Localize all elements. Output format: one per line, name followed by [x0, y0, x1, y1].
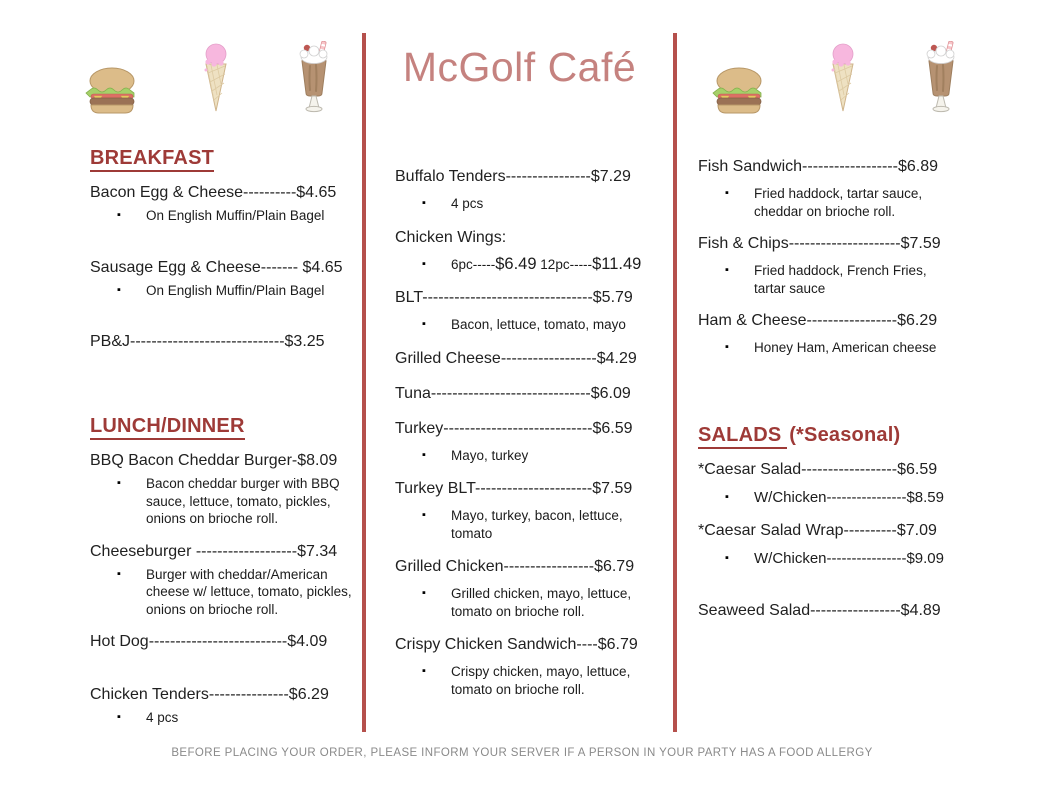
menu-item-line: *Caesar Salad Wrap----------$7.09: [698, 521, 937, 539]
menu-item-detail: ▪ Burger with cheddar/American cheese w/ lettuce, tomato, pickles, onions on brioche roll.: [90, 566, 362, 619]
menu-item-detail: ▪ Crispy chicken, mayo, lettuce, tomato on brioche roll.: [395, 663, 663, 698]
menu-item-line: Ham & Cheese-----------------$6.29: [698, 312, 938, 329]
menu-item-line: Tuna------------------------------$6.09: [395, 384, 631, 402]
ice-cream-cone-icon: [201, 43, 231, 115]
allergy-notice: BEFORE PLACING YOUR ORDER, PLEASE INFORM YOUR SERVER IF A PERSON IN YOUR PARTY HAS A FOOD ALLERGY: [171, 747, 873, 759]
menu-item-detail: [395, 256, 663, 274]
menu-item-line: Turkey BLT----------------------$7.59: [395, 480, 633, 497]
menu-item-line: BBQ Bacon Cheddar Burger-$8.09: [90, 452, 338, 469]
menu-column-left: [90, 146, 362, 729]
menu-column-right: [698, 156, 960, 621]
menu-item-line: Chicken Wings:: [395, 228, 507, 246]
section-heading: [90, 146, 362, 170]
detail-part: 12pc-----: [536, 256, 593, 272]
section-heading-text: SALADS: [698, 424, 787, 449]
menu-item-line: Buffalo Tenders----------------$7.29: [395, 168, 631, 185]
menu-section: [90, 414, 362, 727]
menu-item-line: Grilled Chicken-----------------$6.79: [395, 558, 635, 575]
menu-section: [90, 146, 362, 352]
detail-part: $6.49: [495, 254, 537, 273]
menu-item-detail: ▪ On English Muffin/Plain Bagel: [90, 282, 362, 300]
menu-item-detail: ▪ 4 pcs: [395, 195, 663, 213]
menu-section: [395, 166, 663, 698]
milkshake-icon: [920, 41, 962, 115]
header-icons-right: [712, 40, 962, 115]
menu-column-middle: [395, 166, 663, 702]
hamburger-icon: [85, 63, 139, 115]
menu-item-line: Fish & Chips---------------------$7.59: [698, 235, 941, 252]
menu-item-line: PB&J-----------------------------$3.25: [90, 333, 325, 350]
section-heading-text: BREAKFAST: [90, 147, 214, 172]
menu-item-detail: ▪ On English Muffin/Plain Bagel: [90, 207, 362, 225]
menu-item-detail: ▪ 4 pcs: [90, 709, 362, 727]
ice-cream-cone-icon: [828, 43, 858, 115]
left-divider-rule: [362, 33, 366, 732]
menu-section: [698, 423, 960, 621]
section-heading: [90, 414, 362, 438]
menu-item-line: Fish Sandwich------------------$6.89: [698, 158, 938, 175]
menu-item-detail: ▪ Mayo, turkey, bacon, lettuce, tomato: [395, 507, 663, 542]
menu-item-line: Sausage Egg & Cheese------- $4.65: [90, 258, 343, 276]
menu-item-line: Crispy Chicken Sandwich----$6.79: [395, 636, 638, 653]
menu-item-line: Chicken Tenders---------------$6.29: [90, 686, 329, 703]
detail-part: W/Chicken----------------$8.59: [754, 488, 944, 506]
detail-part: $11.49: [592, 254, 642, 273]
section-heading-suffix: (*Seasonal): [789, 423, 901, 446]
menu-item-detail: ▪ Bacon cheddar burger with BBQ sauce, lettuce, tomato, pickles, onions on brioche roll.: [90, 475, 362, 528]
menu-item-detail: [698, 549, 960, 568]
menu-item-line: Cheeseburger -------------------$7.34: [90, 542, 338, 560]
menu-item-line: Turkey----------------------------$6.59: [395, 419, 633, 437]
menu-item-line: *Caesar Salad------------------$6.59: [698, 460, 938, 478]
menu-item-line: BLT--------------------------------$5.79: [395, 289, 633, 306]
right-divider-rule: [673, 33, 677, 732]
menu-item-line: Bacon Egg & Cheese----------$4.65: [90, 184, 337, 201]
menu-item-detail: ▪ Bacon, lettuce, tomato, mayo: [395, 316, 663, 334]
header-icons-left: [85, 40, 335, 115]
section-heading: [698, 423, 960, 447]
detail-part: W/Chicken----------------$9.09: [754, 549, 944, 567]
menu-item-line: Grilled Cheese------------------$4.29: [395, 349, 637, 367]
menu-item-detail: ▪ Fried haddock, French Fries, tartar sauce: [698, 262, 960, 297]
milkshake-icon: [293, 41, 335, 115]
hamburger-icon: [712, 63, 766, 115]
menu-item-line: Seaweed Salad-----------------$4.89: [698, 601, 941, 619]
menu-item-detail: ▪ Grilled chicken, mayo, lettuce, tomato on brioche roll.: [395, 585, 663, 620]
menu-item-detail: ▪ Fried haddock, tartar sauce, cheddar on brioche roll.: [698, 185, 960, 220]
page-title: McGolf Café: [402, 44, 637, 90]
section-heading-text: LUNCH/DINNER: [90, 415, 245, 440]
detail-part: 6pc-----: [451, 256, 496, 272]
menu-item-detail: [698, 488, 960, 507]
menu-item-detail: ▪ Mayo, turkey: [395, 447, 663, 465]
menu-section: [698, 156, 960, 357]
menu-item-detail: ▪ Honey Ham, American cheese: [698, 339, 960, 357]
menu-item-line: Hot Dog--------------------------$4.09: [90, 633, 328, 650]
